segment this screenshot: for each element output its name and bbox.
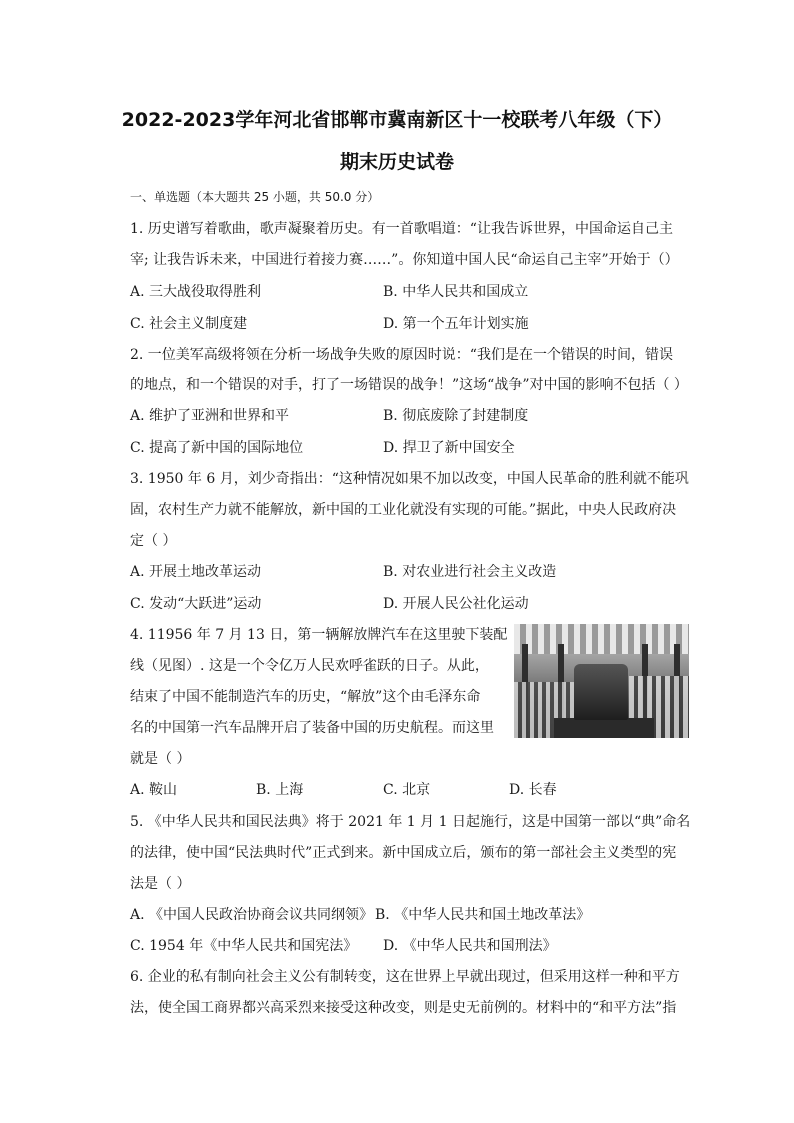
question-4-line-4: 名的中国第一汽车品牌开启了装备中国的历史航程。而这里 [130, 720, 494, 736]
question-5-option-d: D. 《中华人民共和国刑法》 [383, 938, 557, 954]
question-2-option-c: C. 提高了新中国的国际地位 [130, 440, 304, 456]
question-1-option-c: C. 社会主义制度建 [130, 316, 248, 332]
question-1-option-b: B. 中华人民共和国成立 [383, 284, 529, 300]
exam-title-line-1: 2022-2023学年河北省邯郸市冀南新区十一校联考八年级（下） [121, 109, 673, 131]
question-2-line-1: 2. 一位美军高级将领在分析一场战争失败的原因时说：“我们是在一个错误的时间，错误 [130, 347, 673, 363]
question-3-line-3: 定（ ） [130, 533, 177, 549]
question-2-option-a: A. 维护了亚洲和世界和平 [130, 408, 290, 424]
question-5-line-2: 的法律，使中国“民法典时代”正式到来。新中国成立后，颁布的第一部社会主义类型的宪 [130, 845, 677, 861]
question-1-option-d: D. 第一个五年计划实施 [383, 316, 529, 332]
question-5-option-c: C. 1954 年《中华人民共和国宪法》 [130, 938, 358, 954]
question-4-line-3: 结束了中国不能制造汽车的历史，“解放”这个由毛泽东命 [130, 689, 481, 705]
question-4-line-1: 4. 11956 年 7 月 13 日，第一辆解放牌汽车在这里驶下装配 [130, 627, 508, 643]
question-2-line-2: 的地点，和一个错误的对手，打了一场错误的战争！”这场“战争”对中国的影响不包括（ ） [130, 377, 688, 393]
question-3-option-b: B. 对农业进行社会主义改造 [383, 564, 557, 580]
question-4-option-a: A. 鞍山 [130, 782, 178, 798]
truck-assembly-line-photo [514, 624, 689, 738]
question-2-option-b: B. 彻底废除了封建制度 [383, 408, 529, 424]
question-6-line-1: 6. 企业的私有制向社会主义公有制转变，这在世界上早就出现过，但采用这样一种和平方 [130, 969, 680, 985]
question-5-option-b: B. 《中华人民共和国土地改革法》 [375, 907, 591, 923]
exam-title-line-2: 期末历史试卷 [339, 151, 454, 173]
section-heading: 一、单选题（本大题共 25 小题，共 50.0 分） [130, 190, 380, 204]
question-5-option-a: A. 《中国人民政治协商会议共同纲领》 [130, 907, 374, 923]
question-3-option-c: C. 发动“大跃进”运动 [130, 596, 262, 612]
question-1-option-a: A. 三大战役取得胜利 [130, 284, 262, 300]
question-3-line-2: 固，农村生产力就不能解放，新中国的工业化就没有实现的可能。”据此，中央人民政府决 [130, 502, 677, 518]
question-4-option-b: B. 上海 [256, 782, 304, 798]
question-4-line-5: 就是（ ） [130, 751, 191, 767]
question-5-line-3: 法是（ ） [130, 876, 191, 892]
question-3-option-a: A. 开展土地改革运动 [130, 564, 262, 580]
question-3-line-1: 3. 1950 年 6 月，刘少奇指出：“这种情况如果不加以改变，中国人民革命的胜利就不能巩 [130, 471, 689, 487]
question-2-option-d: D. 捍卫了新中国安全 [383, 440, 515, 456]
question-4-line-2: 线（见图）. 这是一个令亿万人民欢呼雀跃的日子。从此， [130, 658, 489, 674]
question-4-option-c: C. 北京 [383, 782, 431, 798]
question-5-line-1: 5. 《中华人民共和国民法典》将于 2021 年 1 月 1 日起施行，这是中国第一部以“典”命名 [130, 814, 691, 830]
question-1-line-2: 宰; 让我告诉未来，中国进行着接力赛……”。你知道中国人民“命运自己主宰”开始于（） [130, 252, 679, 268]
question-4-option-d: D. 长春 [509, 782, 557, 798]
question-1-line-1: 1. 历史谱写着歌曲，歌声凝聚着历史。有一首歌唱道：“让我告诉世界，中国命运自己主 [130, 221, 673, 237]
question-6-line-2: 法，使全国工商界都兴高采烈来接受这种改变，则是史无前例的。材料中的“和平方法”指 [130, 1000, 677, 1016]
question-3-option-d: D. 开展人民公社化运动 [383, 596, 529, 612]
